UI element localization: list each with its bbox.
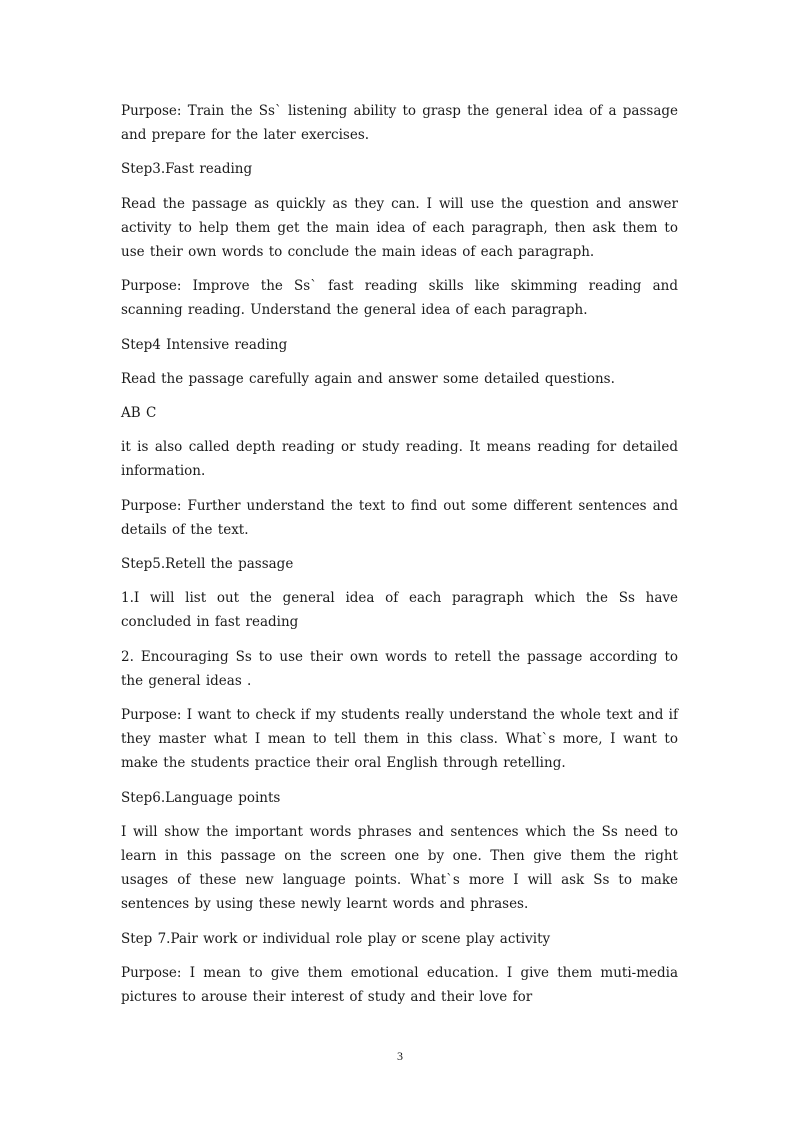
page-number: 3 bbox=[397, 1049, 403, 1063]
heading-step4: Step4 Intensive reading bbox=[121, 336, 288, 353]
paragraph-purpose-listening: Purpose: Train the Ss` listening ability to grasp the general idea of a passage and prepare for the later exercises. bbox=[121, 103, 678, 144]
paragraph-purpose-retell: Purpose: I want to check if my students really understand the whole text and if they master what I mean to tell them in this class. What`s more, I want to make the students practice their oral English through retelling. bbox=[121, 707, 678, 772]
paragraph-purpose-emotional: Purpose: I mean to give them emotional education. I give them muti-media pictures to arouse their interest of study and their love for bbox=[121, 964, 678, 1006]
heading-step5: Step5.Retell the passage bbox=[121, 556, 294, 573]
heading-step7: Step 7.Pair work or individual role play or scene play activity bbox=[121, 930, 551, 947]
paragraph-language-points: I will show the important words phrases and sentences which the Ss need to learn in this passage on the screen one by one. Then give them the right usages of these new language points. What`s more I will ask Ss to make sentences by using these newly learnt words and phrases. bbox=[121, 823, 678, 913]
paragraph-fast-reading: Read the passage as quickly as they can. I will use the question and answer activity to help them get the main idea of each paragraph, then ask them to use their own words to conclude the main ideas of each paragraph. bbox=[121, 195, 678, 261]
paragraph-retell-2: 2. Encouraging Ss to use their own words to retell the passage according to the general ideas . bbox=[121, 648, 678, 689]
paragraph-intensive-reading: Read the passage carefully again and answer some detailed questions. bbox=[121, 370, 615, 387]
paragraph-purpose-fast-reading: Purpose: Improve the Ss` fast reading skills like skimming reading and scanning reading. Understand the general idea of each paragraph. bbox=[121, 278, 678, 319]
paragraph-purpose-intensive: Purpose: Further understand the text to find out some different sentences and details of the text. bbox=[121, 497, 678, 538]
paragraph-depth-reading: it is also called depth reading or study reading. It means reading for detailed information. bbox=[121, 439, 678, 480]
paragraph-abc: AB C bbox=[121, 405, 157, 422]
heading-step3: Step3.Fast reading bbox=[121, 161, 253, 178]
paragraph-retell-1: 1.I will list out the general idea of each paragraph which the Ss have concluded in fast reading bbox=[121, 590, 678, 631]
heading-step6: Step6.Language points bbox=[121, 789, 281, 806]
page-body bbox=[121, 99, 678, 1019]
